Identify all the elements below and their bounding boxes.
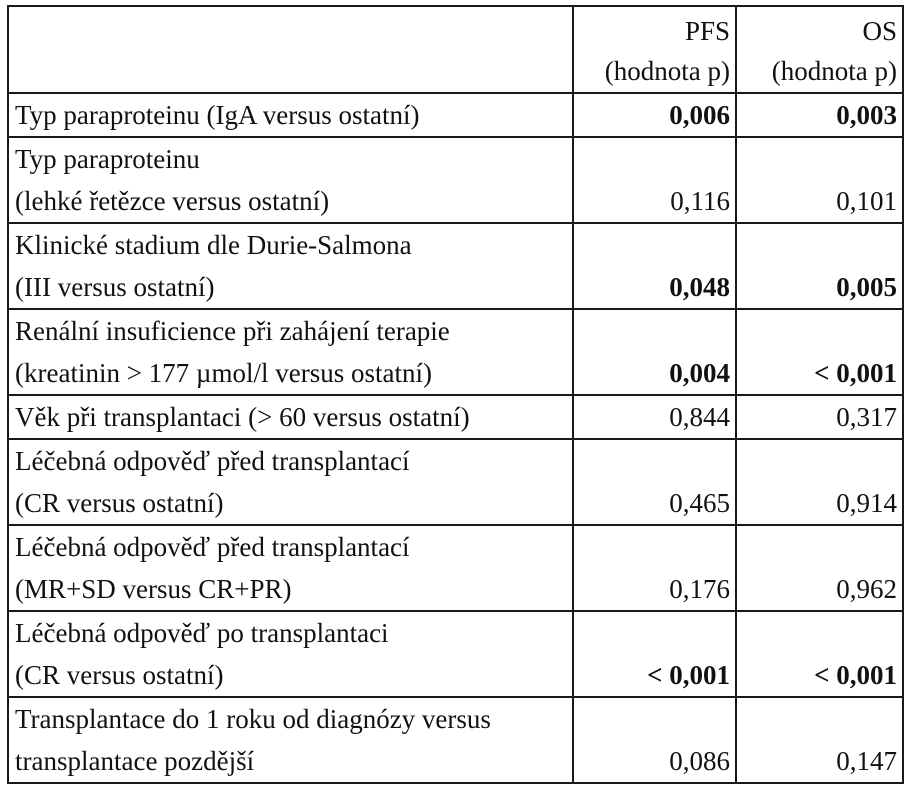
table-body xyxy=(8,93,903,783)
os-p-value: < 0,001 xyxy=(736,611,903,697)
os-p-value: < 0,001 xyxy=(736,309,903,395)
row-label-line: Věk při transplantaci (> 60 versus ostatní) xyxy=(15,402,470,432)
row-label xyxy=(8,611,573,697)
pfs-p-value: 0,006 xyxy=(573,93,736,137)
header-pfs-title: PFS xyxy=(684,16,730,46)
row-label-line: Léčebná odpověď před transplantací xyxy=(15,532,410,562)
os-p-value: 0,101 xyxy=(736,137,903,223)
header-label-cell xyxy=(8,6,573,93)
row-label xyxy=(8,697,573,783)
pfs-p-value: 0,176 xyxy=(573,525,736,611)
os-p-value: 0,005 xyxy=(736,223,903,309)
os-p-value: 0,003 xyxy=(736,93,903,137)
pfs-p-value: 0,844 xyxy=(573,395,736,439)
header-pfs-subtitle: (hodnota p) xyxy=(604,56,730,86)
header-row xyxy=(8,6,903,93)
pfs-p-value: 0,004 xyxy=(573,309,736,395)
table-row xyxy=(8,309,903,395)
row-label-line: Renální insuficience při zahájení terapie xyxy=(15,316,450,346)
table-row xyxy=(8,525,903,611)
table-row xyxy=(8,223,903,309)
header-os-subtitle: (hodnota p) xyxy=(771,56,897,86)
pfs-p-value: 0,116 xyxy=(573,137,736,223)
os-p-value: 0,962 xyxy=(736,525,903,611)
row-label xyxy=(8,93,573,137)
row-label-line: Klinické stadium dle Durie-Salmona xyxy=(15,230,412,260)
row-label-line: Typ paraproteinu (IgA versus ostatní) xyxy=(15,100,420,130)
pfs-p-value: 0,048 xyxy=(573,223,736,309)
row-label xyxy=(8,137,573,223)
results-table xyxy=(7,5,904,784)
header-os-title: OS xyxy=(862,16,897,46)
row-label-line: (CR versus ostatní) xyxy=(15,660,224,690)
row-label-line: (CR versus ostatní) xyxy=(15,488,224,518)
table-row xyxy=(8,93,903,137)
row-label xyxy=(8,395,573,439)
table-row xyxy=(8,395,903,439)
row-label xyxy=(8,309,573,395)
pfs-p-value: < 0,001 xyxy=(573,611,736,697)
row-label xyxy=(8,439,573,525)
row-label-line: (kreatinin > 177 µmol/l versus ostatní) xyxy=(15,358,432,388)
pfs-p-value: 0,086 xyxy=(573,697,736,783)
row-label-line: Typ paraproteinu xyxy=(15,144,200,174)
table-row xyxy=(8,697,903,783)
os-p-value: 0,914 xyxy=(736,439,903,525)
os-p-value: 0,317 xyxy=(736,395,903,439)
table-row xyxy=(8,439,903,525)
table-header xyxy=(8,6,903,93)
row-label-line: (MR+SD versus CR+PR) xyxy=(15,574,292,604)
row-label-line: Transplantace do 1 roku od diagnózy versus xyxy=(15,704,491,734)
table-row xyxy=(8,137,903,223)
row-label-line: (III versus ostatní) xyxy=(15,272,215,302)
header-pfs xyxy=(573,6,736,93)
table-row xyxy=(8,611,903,697)
row-label-line: Léčebná odpověď před transplantací xyxy=(15,446,410,476)
row-label-line: transplantace pozdější xyxy=(15,746,255,776)
row-label-line: Léčebná odpověď po transplantaci xyxy=(15,618,389,648)
header-os xyxy=(736,6,903,93)
pfs-p-value: 0,465 xyxy=(573,439,736,525)
row-label xyxy=(8,525,573,611)
row-label-line: (lehké řetězce versus ostatní) xyxy=(15,186,330,216)
os-p-value: 0,147 xyxy=(736,697,903,783)
row-label xyxy=(8,223,573,309)
